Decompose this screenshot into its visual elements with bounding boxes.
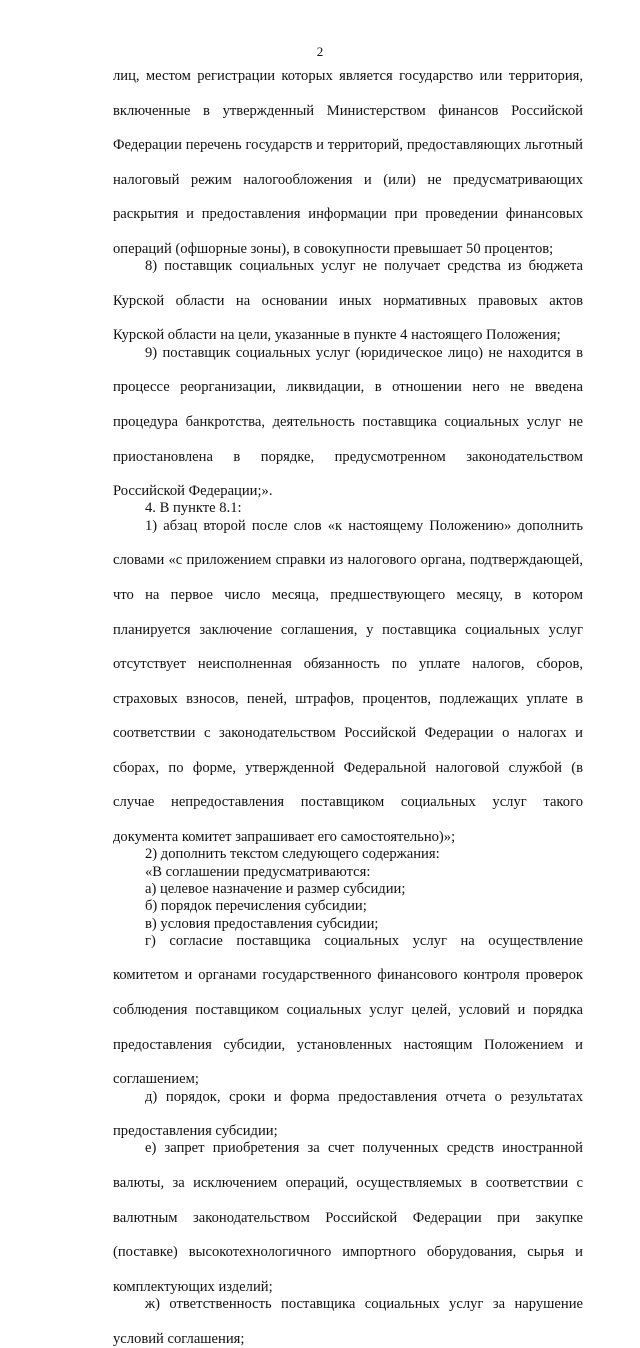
text-line: е) запрет приобретения за счет полученных средств иностранной	[145, 1140, 583, 1157]
text-line: Курской области на цели, указанные в пункте 4 настоящего Положения;	[113, 327, 561, 344]
text-line: 4. В пункте 8.1:	[145, 500, 242, 517]
text-line: соблюдения поставщиком социальных услуг целей, условий и порядка	[113, 1002, 583, 1019]
text-line: Российской Федерации;».	[113, 483, 273, 500]
text-line: (поставке) высокотехнологичного импортного оборудования, сырья и	[113, 1244, 583, 1261]
text-line: соответствии с законодательством Российской Федерации о налогах и	[113, 725, 583, 742]
text-line: словами «с приложением справки из налогового органа, подтверждающей,	[113, 552, 583, 569]
text-line: документа комитет запрашивает его самостоятельно)»;	[113, 829, 456, 846]
text-line: 2) дополнить текстом следующего содержания:	[145, 846, 440, 863]
text-line: д) порядок, сроки и форма предоставления отчета о результатах	[145, 1088, 583, 1105]
text-line: процедура банкротства, деятельность поставщика социальных услуг не	[113, 413, 583, 430]
text-line: отсутствует неисполненная обязанность по уплате налогов, сборов,	[113, 656, 583, 673]
text-line: валютным законодательством Российской Федерации при закупке	[113, 1209, 583, 1226]
text-line: лиц, местом регистрации которых является государство или территория,	[113, 68, 583, 84]
text-line: 1) абзац второй после слов «к настоящему Положению» дополнить	[145, 517, 583, 534]
text-line: в) условия предоставления субсидии;	[145, 915, 379, 932]
text-line: комитетом и органами государственного финансового контроля проверок	[113, 967, 583, 984]
text-line: операций (офшорные зоны), в совокупности превышает 50 процентов;	[113, 240, 554, 257]
text-line: валюты, за исключением операций, осуществляемых в соответствии с	[113, 1175, 583, 1191]
text-line: Федерации перечень государств и территорий, предоставляющих льготный	[113, 137, 583, 154]
text-line: ж) ответственность поставщика социальных услуг за нарушение	[145, 1296, 583, 1313]
text-line: раскрытия и предоставления информации при проведении финансовых	[113, 206, 583, 223]
text-line: г) согласие поставщика социальных услуг на осуществление	[145, 932, 583, 949]
text-line: 8) поставщик социальных услуг не получает средства из бюджета	[145, 258, 583, 275]
text-line: а) целевое назначение и размер субсидии;	[145, 880, 406, 897]
text-line: комплектующих изделий;	[113, 1278, 273, 1295]
text-line: предоставления субсидии, установленных настоящим Положением и	[113, 1036, 583, 1053]
page-number: 2	[316, 44, 324, 59]
document-body	[113, 68, 583, 1348]
text-line: включенные в утвержденный Министерством финансов Российской	[113, 102, 583, 119]
text-line: что на первое число месяца, предшествующего месяцу, в котором	[113, 586, 583, 603]
text-line: приостановлена в порядке, предусмотренном законодательством	[113, 448, 583, 465]
text-line: условий соглашения;	[113, 1330, 245, 1347]
text-line: б) порядок перечисления субсидии;	[145, 898, 367, 915]
text-line: страховых взносов, пеней, штрафов, процентов, подлежащих уплате в	[113, 690, 583, 707]
text-line: соглашением;	[113, 1071, 199, 1088]
text-line: Курской области на основании иных нормативных правовых актов	[113, 292, 583, 309]
text-line: планируется заключение соглашения, у поставщика социальных услуг	[113, 621, 583, 638]
text-line: процессе реорганизации, ликвидации, в отношении него не введена	[113, 379, 583, 396]
text-line: «В соглашении предусматриваются:	[145, 863, 371, 880]
text-line: предоставления субсидии;	[113, 1123, 278, 1140]
text-line: сборах, по форме, утвержденной Федеральной налоговой службой (в	[113, 759, 583, 776]
text-line: 9) поставщик социальных услуг (юридическое лицо) не находится в	[145, 344, 583, 361]
text-line: налоговый режим налогообложения и (или) не предусматривающих	[113, 171, 583, 188]
text-line: случае непредоставления поставщиком социальных услуг такого	[113, 794, 583, 811]
